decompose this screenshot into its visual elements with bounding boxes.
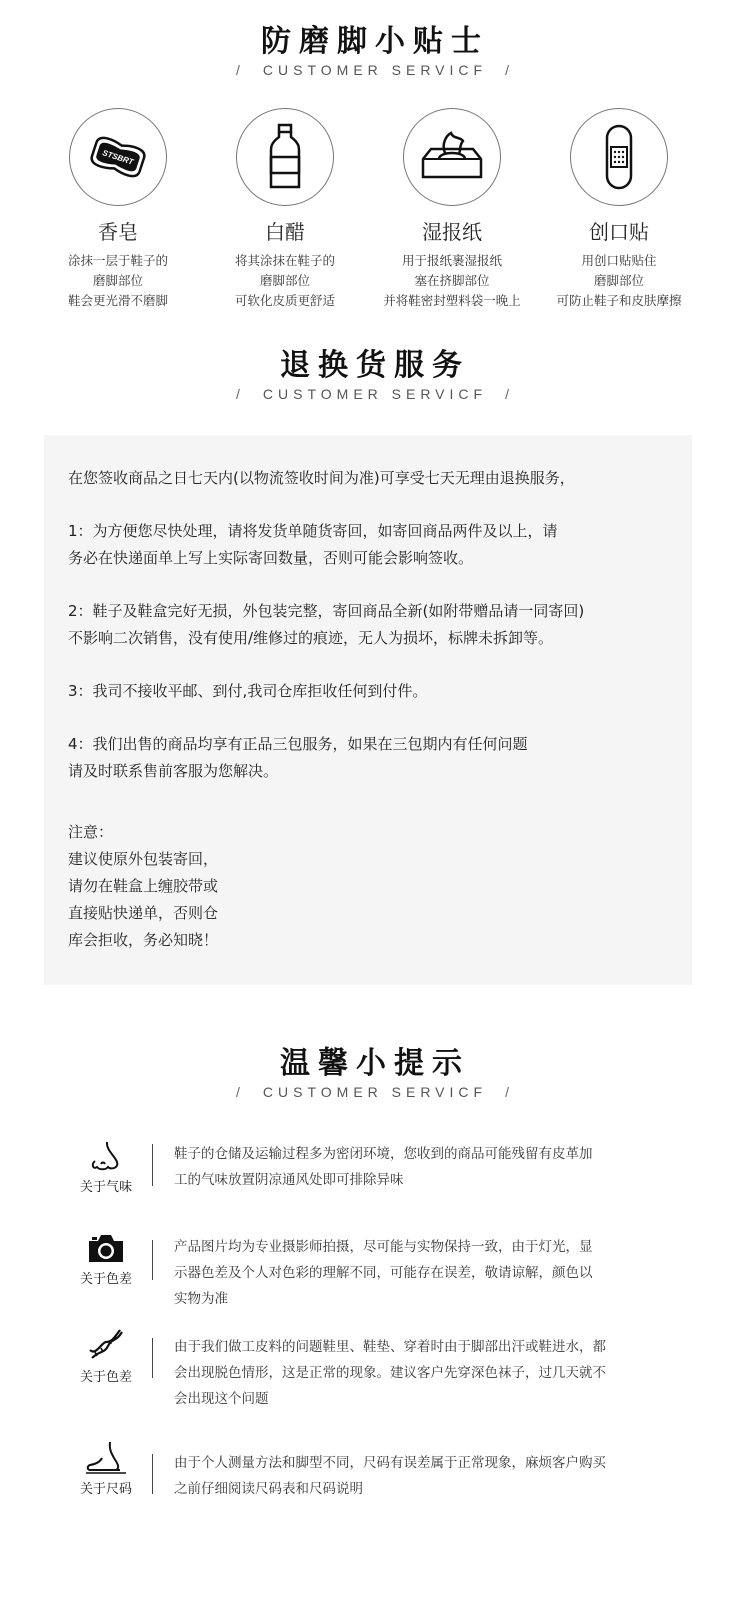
tip-desc: 用创口贴贴住 磨脚部位 可防止鞋子和皮肤摩擦 [556,253,682,308]
note-heading: 注意： [68,823,114,841]
policy-paragraph: 请及时联系售前客服为您解决。 [68,762,279,780]
tip-name: 香皂 [98,220,138,244]
warm-subtitle: / CUSTOMER SERVICF / [236,1084,514,1100]
notice-label: 关于尺码 [79,1482,132,1497]
warm-title: 温馨小提示 [280,1046,470,1081]
notice-label: 关于色差 [79,1272,132,1287]
policy-paragraph: 4：我们出售的商品均享有正品三包服务，如果在三包期内有任何问题 [68,735,528,753]
wet-wipes-icon [403,108,501,206]
note-line: 库会拒收，务必知晓！ [68,931,219,949]
camera-icon [86,1232,126,1264]
note-line: 建议使原外包装寄回， [68,850,219,868]
notice-text: 鞋子的仓储及运输过程多为密闭环境，您收到的商品可能残留有皮革加 工的气味放置阴凉通风处即可排除异味 [174,1146,593,1188]
bandage-icon [570,108,668,206]
policy-paragraph: 在您签收商品之日七天内(以物流签收时间为准)可享受七天无理由退换服务， [68,469,575,487]
note-line: 请勿在鞋盒上缠胶带或 [68,877,219,895]
tip-name: 创口贴 [589,220,649,244]
tip-name: 湿报纸 [422,220,482,244]
notice-label: 关于气味 [79,1180,132,1195]
nose-icon [89,1140,123,1172]
notice-text: 产品图片均为专业摄影师拍摄，尽可能与实物保持一致，由于灯光，显 示器色差及个人对色彩的理解不同，可能存在误差，敬请谅解，颜色以 实物为准 [174,1239,593,1307]
dna-icon [86,1328,126,1362]
tip-desc: 将其涂抹在鞋子的 磨脚部位 可软化皮质更舒适 [234,253,335,308]
returns-subtitle: / CUSTOMER SERVICF / [236,386,514,402]
tips-subtitle: / CUSTOMER SERVICF / [236,62,514,78]
tip-name: 白醋 [265,220,305,244]
return-policy-box [44,435,692,985]
foot-icon [84,1440,128,1474]
tips-title: 防磨脚小贴士 [261,24,489,59]
policy-paragraph: 2：鞋子及鞋盒完好无损，外包装完整，寄回商品全新(如附带赠品请一同寄回) [68,602,585,620]
tip-desc: 涂抹一层于鞋子的 磨脚部位 鞋会更光滑不磨脚 [67,253,168,308]
note-line: 直接贴快递单，否则仓 [68,904,219,922]
returns-title: 退换货服务 [280,348,470,383]
tip-soap [33,108,203,311]
tip-bandage [534,108,704,311]
policy-paragraph: 不影响二次销售，没有使用/维修过的痕迹，无人为损坏，标牌未拆卸等。 [68,629,554,647]
notice-text: 由于个人测量方法和脚型不同，尺码有误差属于正常现象，麻烦客户购买 之前仔细阅读尺码表和尺码说明 [174,1455,606,1497]
tip-desc: 用于报纸裹湿报纸 塞在挤脚部位 并将鞋密封塑料袋一晚上 [383,253,521,308]
notice-label: 关于色差 [79,1370,132,1385]
policy-paragraph: 3：我司不接收平邮、到付,我司仓库拒收任何到付件。 [68,682,428,700]
tip-vinegar [200,108,370,311]
bottle-icon [236,108,334,206]
tip-newspaper [367,108,537,311]
svg-text:STSBRT: STSBRT [101,148,135,167]
policy-paragraph: 务必在快递面单上写上实际寄回数量，否则可能会影响签收。 [68,549,474,567]
policy-paragraph: 1：为方便您尽快处理，请将发货单随货寄回，如寄回商品两件及以上，请 [68,522,558,540]
soap-icon [69,108,167,206]
notice-text: 由于我们做工皮料的问题鞋里、鞋垫、穿着时由于脚部出汗或鞋进水，都 会出现脱色情形，这是正常的现象。建议客户先穿深色袜子，过几天就不 会出现这个问题 [174,1339,606,1407]
